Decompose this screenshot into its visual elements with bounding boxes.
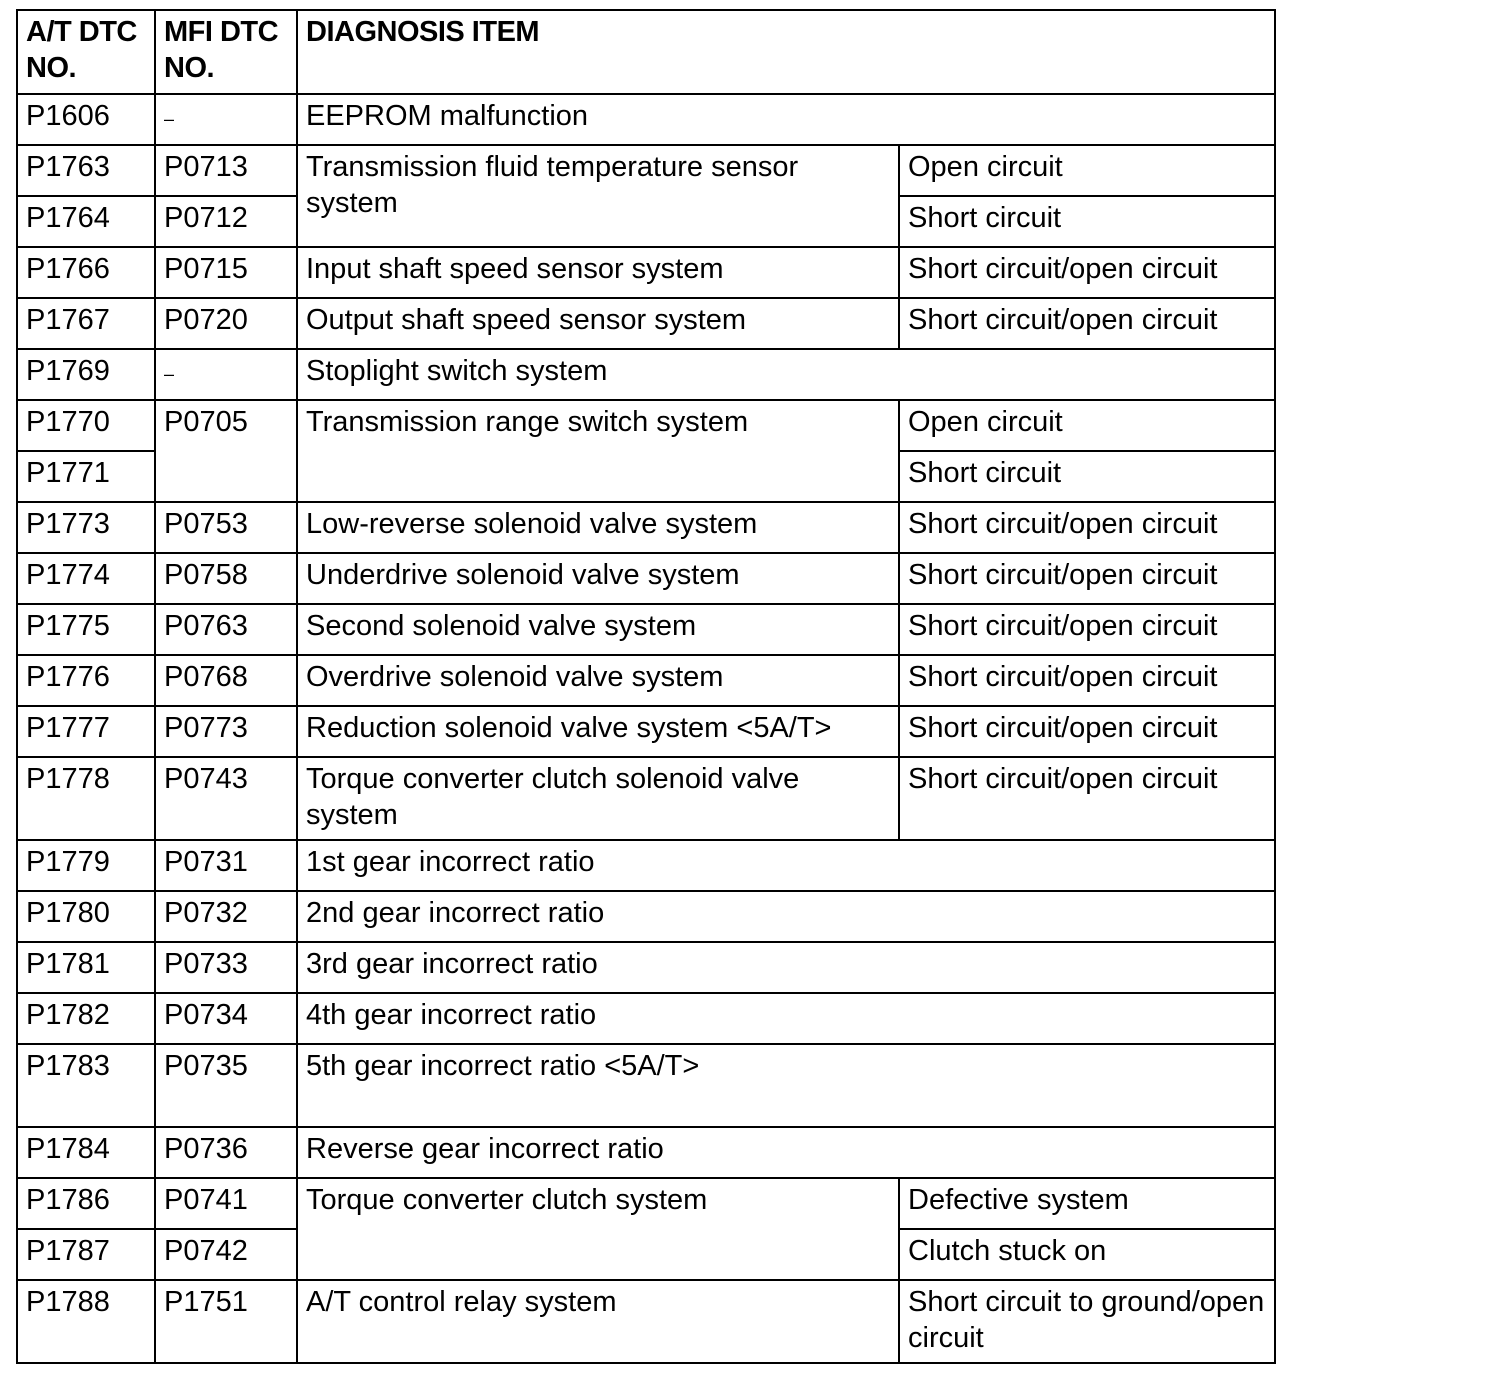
table-row bbox=[17, 757, 1275, 840]
table-row bbox=[17, 706, 1275, 757]
diagnosis-detail-cell: Short circuit to ground/open circuit bbox=[899, 1280, 1275, 1363]
mfi-dtc-cell: P0735 bbox=[155, 1044, 297, 1127]
diagnosis-item-cell: Underdrive solenoid valve system bbox=[297, 553, 899, 604]
dash-placeholder: – bbox=[164, 364, 175, 384]
diagnosis-detail-cell: Short circuit bbox=[899, 196, 1275, 247]
table-row bbox=[17, 604, 1275, 655]
at-dtc-cell: P1787 bbox=[17, 1229, 155, 1280]
at-dtc-cell: P1774 bbox=[17, 553, 155, 604]
diagnosis-item-cell: Reduction solenoid valve system <5A/T> bbox=[297, 706, 899, 757]
diagnosis-item-cell: Input shaft speed sensor system bbox=[297, 247, 899, 298]
diagnosis-item-cell: Reverse gear incorrect ratio bbox=[297, 1127, 1275, 1178]
diagnosis-item-cell: Low-reverse solenoid valve system bbox=[297, 502, 899, 553]
at-dtc-cell: P1773 bbox=[17, 502, 155, 553]
mfi-dtc-cell: P0705 bbox=[155, 400, 297, 502]
diagnosis-detail-cell: Clutch stuck on bbox=[899, 1229, 1275, 1280]
mfi-dtc-cell: P0763 bbox=[155, 604, 297, 655]
at-dtc-cell: P1775 bbox=[17, 604, 155, 655]
at-dtc-cell: P1771 bbox=[17, 451, 155, 502]
table-row bbox=[17, 942, 1275, 993]
table-row bbox=[17, 1280, 1275, 1363]
diagnosis-item-cell: 3rd gear incorrect ratio bbox=[297, 942, 1275, 993]
mfi-dtc-cell: P0732 bbox=[155, 891, 297, 942]
diagnosis-item-cell: Torque converter clutch solenoid valve system bbox=[297, 757, 899, 840]
diagnosis-item-cell: Output shaft speed sensor system bbox=[297, 298, 899, 349]
at-dtc-cell: P1764 bbox=[17, 196, 155, 247]
table-row bbox=[17, 145, 1275, 196]
at-dtc-cell: P1770 bbox=[17, 400, 155, 451]
at-dtc-cell: P1779 bbox=[17, 840, 155, 891]
diagnosis-detail-cell: Open circuit bbox=[899, 400, 1275, 451]
mfi-dtc-cell: P0773 bbox=[155, 706, 297, 757]
header-diagnosis-item: DIAGNOSIS ITEM bbox=[297, 10, 1275, 94]
mfi-dtc-cell: P0713 bbox=[155, 145, 297, 196]
dtc-table bbox=[16, 9, 1276, 1364]
mfi-dtc-cell: P0743 bbox=[155, 757, 297, 840]
mfi-dtc-cell: P0715 bbox=[155, 247, 297, 298]
diagnosis-detail-cell: Short circuit/open circuit bbox=[899, 247, 1275, 298]
mfi-dtc-cell: P0731 bbox=[155, 840, 297, 891]
mfi-dtc-cell: P0734 bbox=[155, 993, 297, 1044]
table-row bbox=[17, 94, 1275, 145]
mfi-dtc-cell: P0736 bbox=[155, 1127, 297, 1178]
at-dtc-cell: P1781 bbox=[17, 942, 155, 993]
header-at-dtc: A/T DTC NO. bbox=[17, 10, 155, 94]
diagnosis-item-cell: Overdrive solenoid valve system bbox=[297, 655, 899, 706]
header-mfi-dtc: MFI DTC NO. bbox=[155, 10, 297, 94]
mfi-dtc-cell: P0768 bbox=[155, 655, 297, 706]
diagnosis-item-cell: Transmission fluid temperature sensor system bbox=[297, 145, 899, 247]
diagnosis-item-cell: 1st gear incorrect ratio bbox=[297, 840, 1275, 891]
diagnosis-detail-cell: Short circuit/open circuit bbox=[899, 706, 1275, 757]
at-dtc-cell: P1606 bbox=[17, 94, 155, 145]
table-row bbox=[17, 298, 1275, 349]
mfi-dtc-cell: P0758 bbox=[155, 553, 297, 604]
table-row bbox=[17, 553, 1275, 604]
table-row bbox=[17, 1178, 1275, 1229]
mfi-dtc-cell: P0720 bbox=[155, 298, 297, 349]
at-dtc-cell: P1769 bbox=[17, 349, 155, 400]
diagnosis-detail-cell: Short circuit/open circuit bbox=[899, 298, 1275, 349]
at-dtc-cell: P1786 bbox=[17, 1178, 155, 1229]
table-row bbox=[17, 891, 1275, 942]
mfi-dtc-cell: P0753 bbox=[155, 502, 297, 553]
diagnosis-item-cell: 2nd gear incorrect ratio bbox=[297, 891, 1275, 942]
table-row bbox=[17, 1127, 1275, 1178]
at-dtc-cell: P1782 bbox=[17, 993, 155, 1044]
diagnosis-detail-cell: Short circuit/open circuit bbox=[899, 757, 1275, 840]
at-dtc-cell: P1776 bbox=[17, 655, 155, 706]
mfi-dtc-cell: P0741 bbox=[155, 1178, 297, 1229]
at-dtc-cell: P1763 bbox=[17, 145, 155, 196]
table-row bbox=[17, 1044, 1275, 1127]
dash-placeholder: – bbox=[164, 109, 175, 129]
at-dtc-cell: P1777 bbox=[17, 706, 155, 757]
table-row bbox=[17, 655, 1275, 706]
at-dtc-cell: P1767 bbox=[17, 298, 155, 349]
mfi-dtc-cell: P1751 bbox=[155, 1280, 297, 1363]
table-row bbox=[17, 400, 1275, 451]
table-row bbox=[17, 840, 1275, 891]
diagnosis-item-cell: Torque converter clutch system bbox=[297, 1178, 899, 1280]
diagnosis-item-cell: Transmission range switch system bbox=[297, 400, 899, 502]
at-dtc-cell: P1784 bbox=[17, 1127, 155, 1178]
mfi-dtc-cell: P0733 bbox=[155, 942, 297, 993]
diagnosis-detail-cell: Defective system bbox=[899, 1178, 1275, 1229]
diagnosis-detail-cell: Short circuit/open circuit bbox=[899, 502, 1275, 553]
table-row bbox=[17, 349, 1275, 400]
diagnosis-detail-cell: Short circuit/open circuit bbox=[899, 655, 1275, 706]
table-header-row bbox=[17, 10, 1275, 94]
diagnosis-item-cell: Second solenoid valve system bbox=[297, 604, 899, 655]
diagnosis-item-cell: 4th gear incorrect ratio bbox=[297, 993, 1275, 1044]
diagnosis-item-cell: A/T control relay system bbox=[297, 1280, 899, 1363]
at-dtc-cell: P1766 bbox=[17, 247, 155, 298]
at-dtc-cell: P1778 bbox=[17, 757, 155, 840]
diagnosis-detail-cell: Short circuit/open circuit bbox=[899, 553, 1275, 604]
mfi-dtc-cell bbox=[155, 94, 297, 145]
table-row bbox=[17, 247, 1275, 298]
diagnosis-item-cell: Stoplight switch system bbox=[297, 349, 1275, 400]
diagnosis-detail-cell: Short circuit bbox=[899, 451, 1275, 502]
at-dtc-cell: P1780 bbox=[17, 891, 155, 942]
diagnosis-item-cell: 5th gear incorrect ratio <5A/T> bbox=[297, 1044, 1275, 1127]
mfi-dtc-cell bbox=[155, 349, 297, 400]
table-row bbox=[17, 502, 1275, 553]
mfi-dtc-cell: P0712 bbox=[155, 196, 297, 247]
diagnosis-item-cell: EEPROM malfunction bbox=[297, 94, 1275, 145]
at-dtc-cell: P1788 bbox=[17, 1280, 155, 1363]
at-dtc-cell: P1783 bbox=[17, 1044, 155, 1127]
mfi-dtc-cell: P0742 bbox=[155, 1229, 297, 1280]
table-row bbox=[17, 993, 1275, 1044]
diagnosis-detail-cell: Open circuit bbox=[899, 145, 1275, 196]
diagnosis-detail-cell: Short circuit/open circuit bbox=[899, 604, 1275, 655]
